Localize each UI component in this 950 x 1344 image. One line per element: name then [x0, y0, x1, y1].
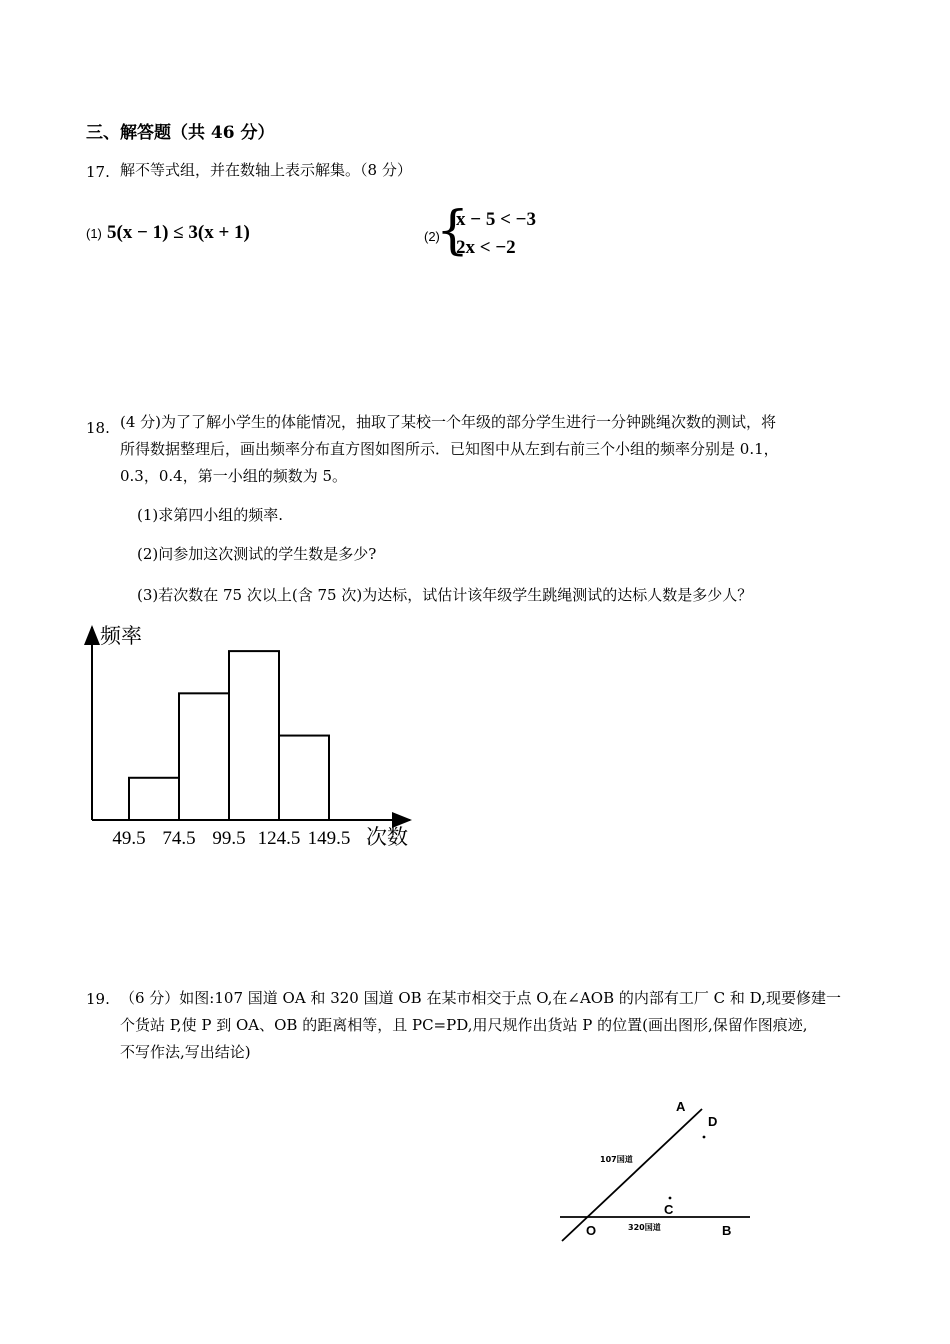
- q18-sub3: (3)若次数在 75 次以上(含 75 次)为达标，试估计该年级学生跳绳测试的达标人数是多少人？: [137, 586, 753, 604]
- histogram-tick-label: 99.5: [212, 828, 246, 849]
- label-D: D: [708, 1114, 718, 1129]
- q18-line3: 0.3，0.4，第一小组的频数为 5。: [120, 467, 348, 485]
- histogram-bar-1: [129, 778, 179, 820]
- histogram-bar-4: [279, 736, 329, 820]
- frequency-histogram: [70, 615, 430, 855]
- q18-line1: (4 分)为了了解小学生的体能情况，抽取了某校一个年级的部分学生进行一分钟跳绳次数的测试，将: [120, 413, 777, 431]
- q19-line2: 个货站 P,使 P 到 OA、OB 的距离相等，且 PC=PD,用尺规作出货站 P 的位置(画出图形,保留作图痕迹,: [120, 1016, 808, 1034]
- point-D: [703, 1136, 706, 1139]
- histogram-y-label: 频率: [100, 624, 142, 648]
- q17-part2-line2: 2x < −2: [456, 237, 516, 258]
- q18-sub1: (1)求第四小组的频率.: [137, 506, 284, 524]
- q18-number: 18.: [86, 419, 110, 437]
- histogram-bar-3: [229, 651, 279, 820]
- section-title: 三、解答题（共 46 分）: [86, 123, 275, 143]
- label-C: C: [664, 1202, 674, 1217]
- q17-text: 解不等式组，并在数轴上表示解集。（8 分）: [120, 161, 412, 179]
- q17-number: 17.: [86, 163, 110, 181]
- angle-figure: [552, 1095, 762, 1250]
- road-OA-label: 107国道: [600, 1155, 633, 1164]
- road-OB-label: 320国道: [628, 1223, 661, 1232]
- q18-sub2: (2)问参加这次测试的学生数是多少?: [137, 545, 377, 563]
- q19-number: 19.: [86, 990, 110, 1008]
- label-A: A: [676, 1099, 686, 1114]
- histogram-bar-2: [179, 693, 229, 820]
- q17-system-brace: {: [436, 201, 470, 261]
- q17-part2-label: (2): [424, 229, 440, 244]
- q17-part1: [86, 222, 250, 244]
- histogram-tick-label: 124.5: [257, 828, 301, 849]
- q18-line2: 所得数据整理后，画出频率分布直方图如图所示．已知图中从左到右前三个小组的频率分别是 0.1，: [120, 440, 779, 458]
- q19-line1: （6 分）如图:107 国道 OA 和 320 国道 OB 在某市相交于点 O,在∠AOB 的内部有工厂 C 和 D,现要修建一: [120, 989, 841, 1007]
- point-C: [669, 1197, 672, 1200]
- label-O: O: [586, 1223, 597, 1238]
- label-B: B: [722, 1223, 732, 1238]
- q17-part1-inequality: 5(x − 1) ≤ 3(x + 1): [106, 222, 250, 243]
- road-OA-line: [562, 1109, 702, 1241]
- histogram-tick-label: 49.5: [112, 828, 146, 849]
- histogram-tick-label: 149.5: [307, 828, 351, 849]
- histogram-tick-label: 74.5: [162, 828, 196, 849]
- q17-part2-line1: x − 5 < −3: [456, 209, 536, 230]
- histogram-x-label: 次数: [366, 825, 408, 849]
- q17-part1-label: (1): [86, 226, 102, 241]
- q19-line3: 不写作法,写出结论): [120, 1043, 251, 1061]
